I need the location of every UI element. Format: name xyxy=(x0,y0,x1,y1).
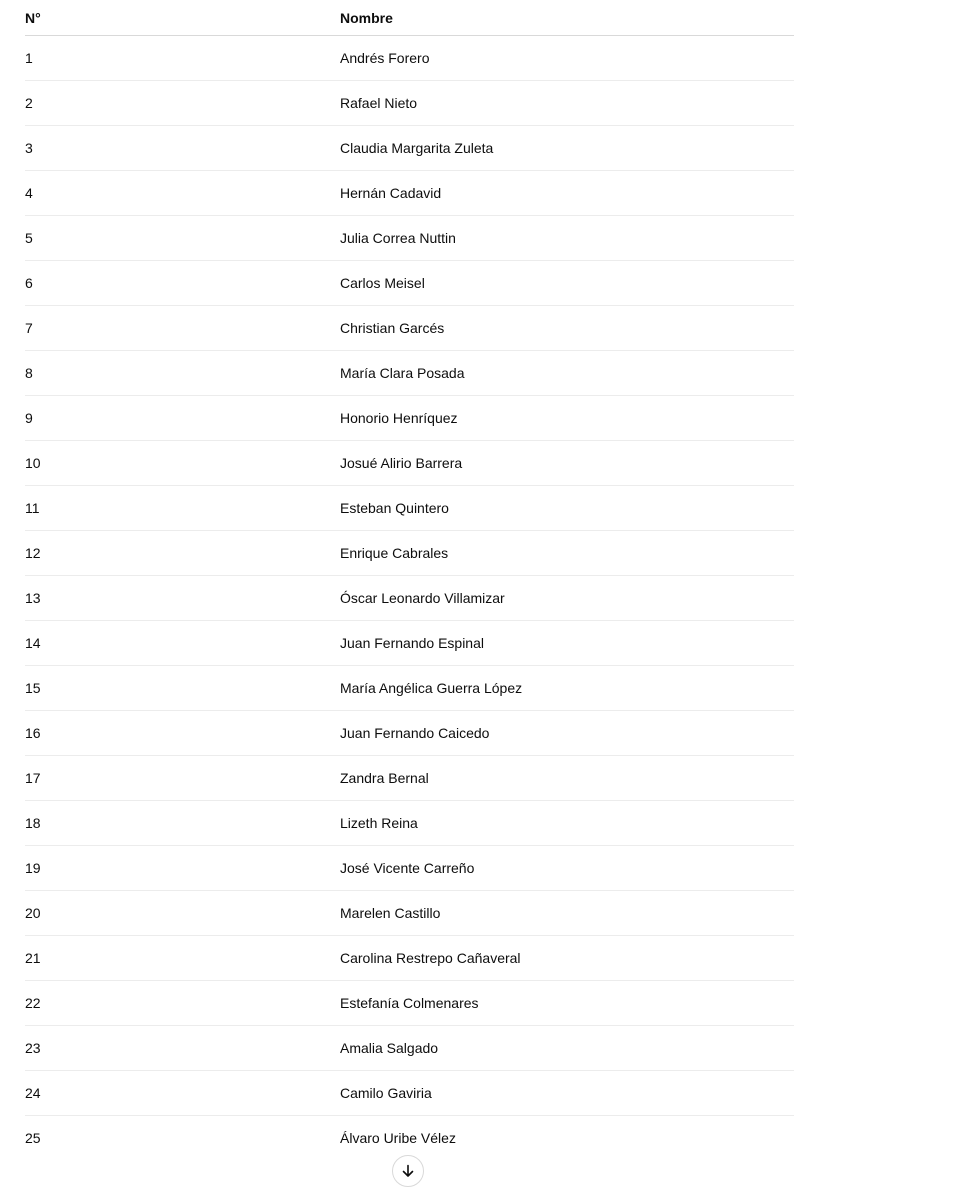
table-row xyxy=(25,621,794,666)
row-name-cell: Camilo Gaviria xyxy=(340,1071,794,1116)
row-name-cell: Estefanía Colmenares xyxy=(340,981,794,1026)
row-number-cell: 19 xyxy=(25,846,340,891)
table-row xyxy=(25,891,794,936)
row-name-cell: Lizeth Reina xyxy=(340,801,794,846)
row-name-cell: Óscar Leonardo Villamizar xyxy=(340,576,794,621)
table-row xyxy=(25,1026,794,1071)
row-name-cell: José Vicente Carreño xyxy=(340,846,794,891)
row-name-cell: Josué Alirio Barrera xyxy=(340,441,794,486)
row-number-cell: 23 xyxy=(25,1026,340,1071)
row-number-cell: 10 xyxy=(25,441,340,486)
candidates-table xyxy=(25,0,794,1160)
table-row xyxy=(25,756,794,801)
row-number-cell: 14 xyxy=(25,621,340,666)
row-number-cell: 11 xyxy=(25,486,340,531)
table-row xyxy=(25,171,794,216)
table-row xyxy=(25,531,794,576)
column-header-number xyxy=(25,0,340,36)
row-name-cell: Carlos Meisel xyxy=(340,261,794,306)
column-header-name xyxy=(340,0,794,36)
table-row xyxy=(25,981,794,1026)
table-row xyxy=(25,36,794,81)
row-number-cell: 17 xyxy=(25,756,340,801)
table-row xyxy=(25,576,794,621)
row-name-cell: María Angélica Guerra López xyxy=(340,666,794,711)
row-number-cell: 22 xyxy=(25,981,340,1026)
row-number-cell: 2 xyxy=(25,81,340,126)
table-row xyxy=(25,846,794,891)
table-row xyxy=(25,441,794,486)
row-number-cell: 5 xyxy=(25,216,340,261)
row-number-cell: 20 xyxy=(25,891,340,936)
row-name-cell: Rafael Nieto xyxy=(340,81,794,126)
table-row xyxy=(25,261,794,306)
table-row xyxy=(25,396,794,441)
row-name-cell: María Clara Posada xyxy=(340,351,794,396)
table-row xyxy=(25,81,794,126)
candidates-table-container xyxy=(25,0,794,1160)
row-name-cell: Andrés Forero xyxy=(340,36,794,81)
table-header-row xyxy=(25,0,794,36)
table-row xyxy=(25,216,794,261)
table-row xyxy=(25,666,794,711)
row-number-cell: 21 xyxy=(25,936,340,981)
table-row xyxy=(25,1071,794,1116)
table-row xyxy=(25,306,794,351)
table-row xyxy=(25,486,794,531)
row-name-cell: Carolina Restrepo Cañaveral xyxy=(340,936,794,981)
arrow-down-icon xyxy=(400,1163,416,1179)
row-number-cell: 18 xyxy=(25,801,340,846)
table-header xyxy=(25,0,794,36)
row-number-cell: 4 xyxy=(25,171,340,216)
row-name-cell: Amalia Salgado xyxy=(340,1026,794,1071)
row-number-cell: 7 xyxy=(25,306,340,351)
row-name-cell: Julia Correa Nuttin xyxy=(340,216,794,261)
row-name-cell: Hernán Cadavid xyxy=(340,171,794,216)
table-row xyxy=(25,351,794,396)
row-number-cell: 25 xyxy=(25,1130,41,1146)
row-number-cell: 9 xyxy=(25,396,340,441)
scroll-to-bottom-button[interactable] xyxy=(392,1155,424,1187)
row-name-cell: Juan Fernando Caicedo xyxy=(340,711,794,756)
row-number-cell: 3 xyxy=(25,126,340,171)
column-header-name-label: Nombre xyxy=(340,10,393,26)
row-name-cell: Claudia Margarita Zuleta xyxy=(340,126,794,171)
row-number-cell: 15 xyxy=(25,666,340,711)
table-row xyxy=(25,126,794,171)
row-name-cell: Zandra Bernal xyxy=(340,756,794,801)
row-name-cell: Marelen Castillo xyxy=(340,891,794,936)
row-number-cell: 6 xyxy=(25,261,340,306)
table-row xyxy=(25,711,794,756)
row-name-cell: Enrique Cabrales xyxy=(340,531,794,576)
row-number-cell: 16 xyxy=(25,711,340,756)
row-number-cell: 24 xyxy=(25,1071,340,1116)
row-name-cell: Esteban Quintero xyxy=(340,486,794,531)
column-header-number-label: N° xyxy=(25,10,41,26)
row-number-cell: 8 xyxy=(25,351,340,396)
row-name-cell: Juan Fernando Espinal xyxy=(340,621,794,666)
table-row xyxy=(25,801,794,846)
row-name-cell: Álvaro Uribe Vélez xyxy=(340,1130,456,1146)
table-body xyxy=(25,36,794,1161)
row-number-cell: 1 xyxy=(25,36,340,81)
table-row xyxy=(25,1116,794,1161)
row-name-cell: Honorio Henríquez xyxy=(340,396,794,441)
row-number-cell: 13 xyxy=(25,576,340,621)
row-name-cell: Christian Garcés xyxy=(340,306,794,351)
table-row xyxy=(25,936,794,981)
row-number-cell: 12 xyxy=(25,531,340,576)
